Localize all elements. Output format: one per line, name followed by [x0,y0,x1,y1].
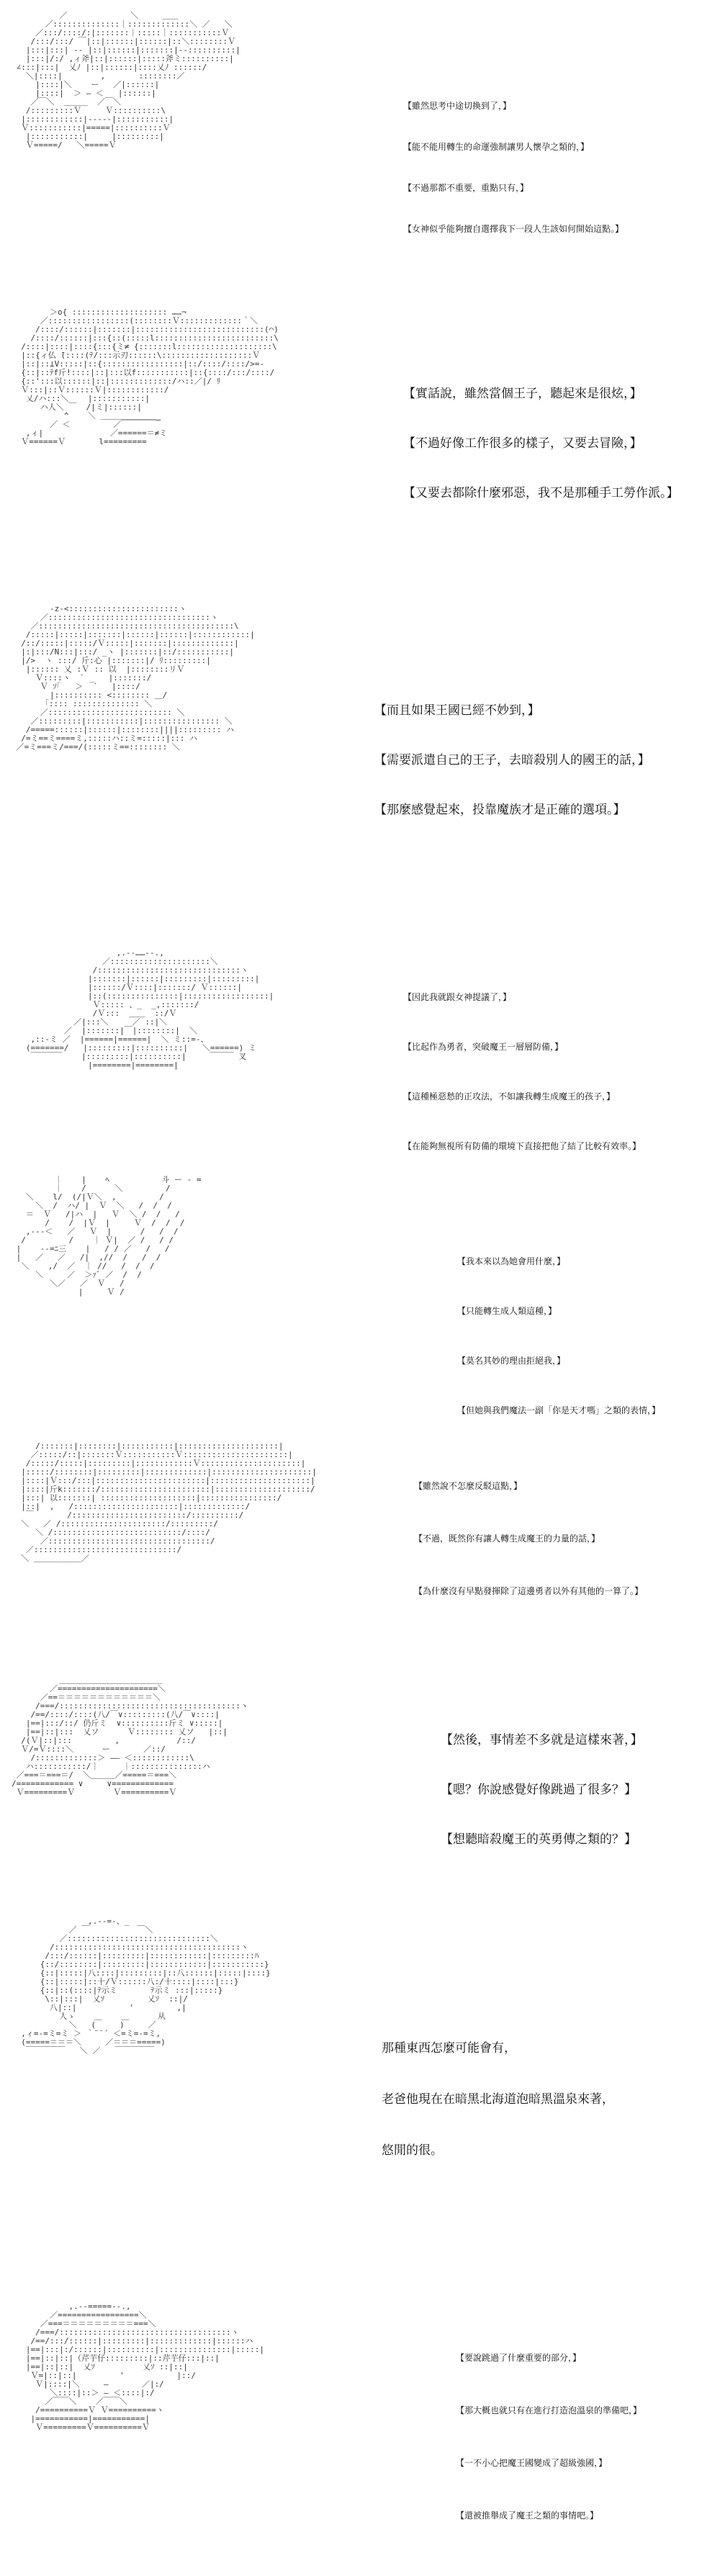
narration-line: 【那大概也就只有在進行打造泡溫泉的準備吧，】 [456,2405,642,2415]
narration-line: 【在能夠無視所有防備的環境下直接把他了結了比較有效率。】 [403,1141,642,1151]
narration-line: 【實話說，雖然當個王子，聽起來是很炫，】 [403,387,642,401]
narration-line: 【不過，既然你有讓人轉生成魔王的力量的話，】 [414,1534,600,1544]
ascii-art-figure: ＞o{ :::::::::::::::::::: ……¬ ／:::::::::::::::::(::::::::Ｖ:::::::::::::｀＼ /::::/::::::|:::::::|:::::::::::::::::::::::::::(⌒) /::::/::::::|:::{::(:::::l:::::::::::::::::::::::::\ /::::|::::|::::{:::{ミ≠ {:::::::l::::::::::::::::::::\ |::{ィ仏 ̄(::::(ﾃ/:::示刃::::::\:::::::::::::::::::Ｖ |::|::⊥V:::::|::{:::::::::::::::::|::/::::/::::/>=- {::|::ﾃf斤!::::|::|:::以f:::::::::::|::{::::/:::/::::/ {::':::以::::::|::|:::::::::::::/ハ::／|/ ﾘ Ｖ:::|::Ｖ::::::Ｖ|::::::::::::/ 乂/ハ:::＼ |:::::::::::| ハ人＼ ￣ /|ミ|::::::| ^ ＼ ＿＿＿＿＿＿＿_ ／ ＜ ／￣￣￣￣￣ ,ィ| ／======＝≠ミ Ｖ======Ｖ l========= [21,308,279,446]
narration-line: 【這種極惡愁的正攻法，不如讓我轉生成魔王的孩子，】 [403,1091,616,1102]
narration [374,700,713,849]
panel-3 [0,599,720,930]
narration-line: 【因此我就跟女神提議了，】 [403,992,512,1002]
narration [414,1480,713,1626]
ascii-art-figure: ｜ | ﾍ 斗 ー ‐ = ｜ / ＼ / ＼ l/ (/|Ｖ＼ , / ＼ / ハ/ | Ｖ ＼ / / / ＝ Ｖ /|ハ | Ｖ ＼ / / / / / |Ｖ | Ｖ / / / ,-‐-＜ ／ Ｖ | / / / / / ｜ Ｖ| ／ / / / | -‐=ﾆ三 | / / ／ / / | ／ ／ /| ,// / / / ＼ ,/ ／ ｜ // / / / ＼ ／ ＞ｧﾞ ／ / / ＼／ ／ Ｖ / | Ｖ / [16,1176,202,1297]
narration-line: 【女神似乎能夠擅自選擇我下一段人生該如何開始這點。】 [403,224,624,234]
ascii-art-figure: ,.-‐……‐-., ／:::::::::::::::::::::＼ /::::::::::::::::::::::::::::::ヽ |:::::::|::::::|:::::::::|:::::::::| |::::::/Ｖ::::|:::::::/ Ｖ::::::| |::(:::::::::::::::|::::::::::::::::::| Ｖ::::: 、_ _,:::::::/ /Ｖ::: ＿＿ ::/Ｖ ／|:::＼ ／ ::|＼ ／ |:::::::|￣|::::::::| ＼ ,::-ミ ／ |======|======| ＼ ミ::=-、 (=======/ |:::::::::|::::::::::| ＼======) ミ ￣￣￣￣ |:::::::::|::::::::::| ￣￣￣ 叉 |========|========| [25,949,274,1070]
narration-line: 【莫名其妙的理由拒絕我，】 [457,1356,566,1366]
narration [457,1255,713,1445]
panel-7 [0,1670,720,1901]
narration [403,99,713,264]
narration-line: 【能不能用轉生的命運強制讓男人懷孕之類的，】 [403,142,590,152]
narration [441,1729,713,1878]
narration-line: 【然後，事情差不多就是這樣來著，】 [441,1733,643,1747]
panel-2 [0,302,720,583]
narration-line: 【不過那都不重要，重點只有，】 [403,183,529,193]
panel-6 [0,1436,720,1652]
narration-line: 【需要派遣自己的王子，去暗殺別人的國王的話，】 [374,753,650,767]
ascii-art-figure: /:::::::|::::::::|:::::::::::|:::::::::::::::::::::| ／:::::/::|:::::::Ｖ:::::::::::Ｖ::::::::::::::::::::::| /:::::/:::::|:::::::::|::::::::::::Ｖ:::::::::::::::::::::| |:::::/::::::::|:::::::::|:::::::::::::|:::::::::::::::::::::| |::::|Ｖ:::/:::|:::::::::::::::::::::::|:::::::::::::::::::::| |::::|斤k:::::::/:::::::::::::::::::::::|::::::::::::::::::::/ |:::| 以:::::::| ::::::::::::::::::::|::::::::::::::::/ |::| , /::::::::::::::::::::::|:::::::::::::/ ￣ /::::::::::::::::::::::::/::::::::::/ ＼ ／ /::::::::::::::::::::::/:::::::::/ ＼ /:::::::::::::::::::::::::::/::::/ ／::::::::::::::::::::::::::::::::::/ ／::::::::::::::::::::::::::::::/ ＼ ＿＿＿＿＿＿／ [21,1442,317,1563]
panel-4 [0,943,720,1159]
narration [403,383,713,532]
ascii-art-figure: ,.-‐=====‐-., ／=================＼ ／===＝＝＝＝＝＝＝＝＝===＼ /===/::::::::::::::::::::::::::::::::::::ヽ /==/:::/::::::|:::::::::|:::::::::::::|::::::ハ |==|:::|:/::::::|::::::::::|:::::::::::::::|:::::| |==|::|::|（芹芋仔:::::::::|::芹芋仔:::|::| |==|::|::| 乂ｿ 乂ｿ ::|::| Ｖ=|::|::| ' |::/ Ｖ|::::|＼ ― ／|:/ ＼::::|::＞ ― ＜::::|:/ ／￣￣＼ ／￣￣＼ /==========Ｖ Ｖ==========ヽ |===========|===========| Ｖ=========Ｖ==========Ｖ [25,2302,264,2432]
ascii-art-figure: ,.-‐=-、_ ／ ￣ ￣＼ ／::::::::::::::::::::::::::::::＼ /:::::::::::::::::::::::::::::::::::::::ヽ /:::/::::::|:::::::::|::::::::::::|:::::::::ﾊ {::/::::::::|:::::::::|::::::::::::|:::::::::::} {::|:::::|八::::|:::::::::|::八::::::|:::::|::::} {::|:::::|::十/Ｖ::::::八:/十::::|::::|:::} {::|::(::::|ﾃ示ミ ﾃ示ミ :::|:::::} \::|:::| 乂ｿ 乂ｿ ::|/ 八|::| ' ,| 人ゝ ＿ ＿ 从 ＼ ( ) ／ ,ィ=‐=ミ=ミ ＞ ｀¨¨´ ＜=ミ=‐=ミ, (=====＝＝＝＼ ／＝＝＝=====) ￣￣￣￣￣ ＼ ／ ￣￣￣￣￣ [21,1917,271,2055]
narration-line: 【雖然思考中途切換到了，】 [403,101,512,111]
narration-line: 【要說跳過了什麼重要的部分，】 [456,2353,582,2363]
narration-line: 【還被推舉成了魔王之類的事情吧。】 [456,2510,599,2521]
narration-line: 老爸他現在在暗黑北海道泡暗黑溫泉來著， [382,2092,614,2107]
narration-line: 悠閒的很。 [382,2143,443,2158]
narration-line: 【只能轉生成人類這種，】 [457,1306,557,1316]
narration-line: 【而且如果王國已經不妙到，】 [374,703,540,718]
narration [403,991,713,1181]
narration-line: 【為什麼沒有早點發揮除了這邊勇者以外有其他的一算了。】 [414,1586,644,1596]
narration-line: 【那麼感覺起來，投靠魔族才是正確的選項。】 [374,803,626,817]
narration-line: 【比起作為勇者，突破魔王一層層防備，】 [403,1042,564,1052]
narration-line: 【我本來以為她會用什麼，】 [457,1256,566,1266]
panel-5 [0,1170,720,1426]
ascii-art-figure: ＿＿＿＿＿＿＿＿＿＿＿＿＿ ／=====================＼ ／==＝＝＝＝＝＝＝＝＝＝＝＝＼ /===/::::::::::::::::::::::::::::::::::::::ヽ /==/::::/::::(八/￣∨:::::::::(八/￣∨::::| |==|:::/::/ 仍斤ミ ∨::::::::::斤ミ ∨:::::| |==|::|::: 乂ソ Ｖ:::::::: 乂ソ |::| /(Ｖ|::|::: , /::/ Ｖ/=Ｖ::::＼ ー ／::/ /:::::::::::::＞ ―― ＜::::::::::::\ ハ:::::::::::/｜ ｜:::::::::::::::ハ ／===＝===＝/ ＼＿＿＿／=====＝===＼ /============ ∨ ∨============= Ｖ=========Ｖ Ｖ==========Ｖ [12,1676,248,1797]
panel-8 [0,1911,720,2286]
narration-line: 那種東西怎麼可能會有， [382,2041,516,2055]
narration-line: 【想聽暗殺魔王的英勇傳之類的？】 [441,1832,636,1847]
panel-9 [0,2297,720,2574]
panel-1 [0,6,720,290]
narration-line: 【嗯？你說感覺好像跳過了很多？】 [441,1783,636,1797]
ascii-art-figure: ／￣￣￣￣￣￣￣￣＼ ＿＿ ／::::::::::::::｜:::::::::::::＼ ／ ＼ ／:::/::::/:|:::::::｜:::::｜:::::::::::Ｖ /:::/:::/ ￣|::|::::::|::::::|::＼::::::::Ｖ |:::|:::| -‐ |::|::::::|:::::::|-‐::::::::::| |:::|/:/ ,ィ斧|::|::::::|:::::斧ミ::::::::::| ∠:::|:::| 乂ﾉ |::|::::::|::::乂ﾉ ::::::/ ＼|::::| , ::::::::／ |::::|＼ ー ／|::::::| |::::| ＞ ― ＜ |::::::| ／￣＼ ＿＿＿ ／￣＼ /:::::::::Ｖ Ｖ::::::::::\ |::::::::::::|-----|:::::::::::| Ｖ:::::::::::|=====|::::::::::Ｖ |:::::::::::| |:::::::::| Ｖ=====/ ＼=====Ｖ [16,12,240,150]
narration-line: 【一不小心把魔王國變成了超級強國，】 [456,2458,608,2468]
narration [456,2351,713,2550]
narration-line: 【不過好像工作很多的樣子，又要去冒險，】 [403,436,642,451]
narration-line: 【又要去都除什麼邪惡，我不是那種手工勞作派。】 [403,486,679,500]
narration-line: 【雖然說不怎麼反駁這點，】 [414,1481,523,1491]
narration-line: 【但她與我們魔法一副「你是天才嗎」之類的表情，】 [457,1405,661,1415]
narration [382,2037,713,2191]
ascii-art-figure: -z-<:::::::::::::::::::::::ヽ ／::::::::::::::::::::::::::::::::::ヽ ／:::::::::::::::::::::::::::::::::::::::::\ /:::::|:::::|:::::::|::::::|::::::|::::::::::::| /::/:::::|:::::/Ｖ:::::|:::::::|:::::::::::::| |:|:::/N:::|:::/ _ヽ |:::::::|::/:::::::::::| |/> ヽ :::/ 斤:心 |:::::::|/ ﾘ:::::::::| |:::::: 乂 :Ｖ :: 以 |::::::::リＶ Ｖ::::ヽ ` _ |:::::::/ Ｖ ｿ｢ ＞ ´ |::::/ |:::::::::: <:::::::: ＿/ ｢:::: :::::::::::::: ＼ ／:::::::::::::::::::::::::: ＼ ／:::::::::|:::::::::::|:::::::::::::::: ＼ /=====::::::|::::::|::::::::||||::::::::: ハ /=ミ==ミ====ミ,:::::ハ::ミ=:::::|::: ハ ／=ミ===ミ/===/(:::::ミ==:::::::: ＼ [16,605,255,752]
